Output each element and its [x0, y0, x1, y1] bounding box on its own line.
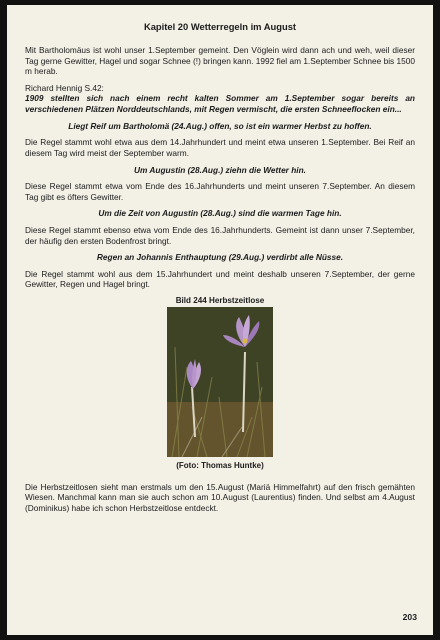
weather-rule-2: Um Augustin (28.Aug.) ziehn die Wetter hin.: [134, 164, 306, 175]
weather-rule-1: Liegt Reif um Bartholomä (24.Aug.) offen, so ist ein warmer Herbst zu hoffen.: [68, 120, 372, 131]
source-quote: 1909 stellten sich nach einem recht kalten Sommer am 1.September sogar bereits an verschiedenen Plätzen Norddeutschlands, mit Regen vermischt, die ersten Schneeflocken ein...: [25, 93, 415, 115]
weather-rule-3: Um die Zeit von Augustin (28.Aug.) sind die warmen Tage hin.: [98, 208, 342, 219]
figure-caption: Bild 244 Herbstzeitlose: [175, 296, 265, 305]
document-page: [7, 5, 433, 635]
rule-explanation-1: Die Regel stammt wohl etwa aus dem 14.Jahrhundert und meint etwa unseren 1.September. Bei Reif an diesem Tag wird meist der September warm.: [25, 137, 415, 158]
source-label: Richard Hennig S.42:: [25, 82, 104, 93]
closing-paragraph: Die Herbstzeitlosen sieht man erstmals um den 15.August (Mariä Himmelfahrt) auf den frisch gemähten Wiesen. Manchmal kann man sie auch schon am 10.August (Laurentius) finden. Und selbst am 4.August (Dominikus) habe ich schon Herbstzeitlose entdeckt.: [25, 481, 415, 513]
intro-paragraph: Mit Bartholomäus ist wohl unser 1.September gemeint. Den Vöglein wird dann ach und weh, weil dieser Tag gerne Gewitter, Hagel und sogar Schnee (!) bringen kann. 1992 fiel am 1.September Schnee bis 1500 m herab.: [25, 45, 415, 77]
rule-explanation-4: Die Regel stammt wohl aus dem 15.Jahrhundert und meint deshalb unseren 7.September, der gerne Gewitter, Regen und Hagel bringt.: [25, 268, 415, 290]
autumn-crocus-photo: [167, 307, 273, 457]
crocus-illustration: [167, 307, 273, 457]
photo-credit: (Foto: Thomas Huntke): [176, 461, 264, 471]
chapter-title: Kapitel 20 Wetterregeln im August: [143, 21, 297, 32]
page-number: 203: [402, 612, 417, 622]
weather-rule-4: Regen an Johannis Enthauptung (29.Aug.) verdirbt alle Nüsse.: [96, 252, 344, 263]
rule-explanation-2: Diese Regel stammt etwa vom Ende des 16.Jahrhunderts und meint unseren 7.September. An diesem Tag gibt es öfters Gewitter.: [25, 181, 415, 202]
rule-explanation-3: Diese Regel stammt ebenso etwa vom Ende des 16.Jahrhunderts. Gemeint ist dann unser 7.September, der häufig den ersten Bodenfrost bringt.: [25, 224, 415, 246]
